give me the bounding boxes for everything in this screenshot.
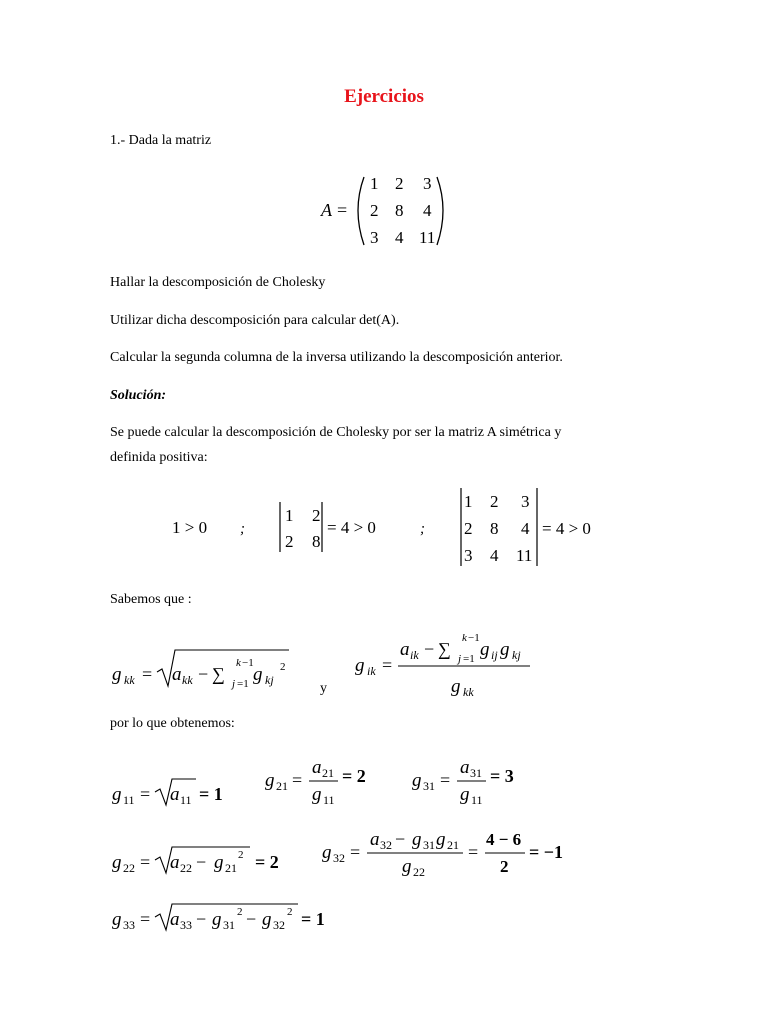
matrix-cell: 1: [370, 174, 379, 193]
svg-text:a: a: [170, 909, 180, 930]
minor-2-cell: 2: [285, 532, 294, 551]
matrix-cell: 4: [423, 201, 432, 220]
solution-heading: Solución:: [110, 388, 167, 403]
svg-text:a: a: [400, 639, 410, 660]
svg-text:31: 31: [423, 838, 435, 852]
svg-text:g: g: [214, 852, 224, 873]
g21-value: = 2: [342, 766, 366, 786]
svg-text:a: a: [170, 784, 180, 805]
svg-text:ij: ij: [491, 648, 498, 662]
svg-text:a: a: [170, 852, 180, 873]
matrix-cell: 4: [395, 228, 404, 247]
minor-3-cell: 2: [464, 519, 473, 538]
minor-2-result: = 4 > 0: [327, 518, 376, 537]
svg-text:=: =: [468, 842, 479, 862]
minor-2-cell: 8: [312, 532, 321, 551]
svg-text:∑: ∑: [212, 664, 225, 684]
svg-text:=: =: [140, 909, 151, 929]
svg-text:j: j: [232, 678, 236, 690]
svg-text:j: j: [458, 653, 462, 665]
svg-text:g: g: [412, 770, 422, 791]
svg-text:21: 21: [225, 861, 237, 875]
svg-text:−: −: [246, 909, 257, 929]
g33-value: = 1: [301, 909, 325, 929]
g32-numerator: 4 − 6: [486, 830, 522, 849]
svg-text:2: 2: [238, 849, 244, 861]
svg-text:−1: −1: [242, 657, 254, 669]
svg-text:11: 11: [471, 793, 483, 807]
svg-text:g: g: [212, 909, 222, 930]
g32-value: = −1: [529, 842, 564, 862]
minor-3-result: = 4 > 0: [542, 519, 591, 538]
svg-text:21: 21: [322, 766, 334, 780]
principal-minors: [0, 482, 768, 572]
svg-text:g: g: [500, 639, 510, 660]
minor-3-cell: 2: [490, 492, 499, 511]
svg-text:11: 11: [180, 793, 192, 807]
svg-text:32: 32: [380, 838, 392, 852]
minor-3-cell: 8: [490, 519, 499, 538]
solution-text-line1: Se puede calcular la descomposición de Cholesky por ser la matriz A simétrica y: [110, 425, 562, 440]
svg-text:g: g: [312, 784, 322, 805]
minor-3-cell: 4: [521, 519, 530, 538]
matrix-a-equation: [0, 165, 768, 255]
matrix-cell: 2: [395, 174, 404, 193]
svg-text:−: −: [424, 639, 435, 659]
svg-text:33: 33: [180, 918, 192, 932]
minor-3-cell: 11: [516, 546, 533, 565]
svg-text:=: =: [382, 655, 393, 675]
svg-text:32: 32: [273, 918, 285, 932]
task-1: Hallar la descomposición de Cholesky: [110, 275, 326, 290]
svg-text:g: g: [112, 664, 122, 685]
svg-text:21: 21: [276, 779, 288, 793]
svg-text:g: g: [460, 784, 470, 805]
minor-3-cell: 4: [490, 546, 499, 565]
svg-text:g: g: [412, 829, 422, 850]
svg-text:=: =: [337, 200, 348, 220]
svg-text:=: =: [140, 784, 151, 804]
por-lo-que-obtenemos: por lo que obtenemos:: [110, 716, 235, 731]
matrix-cell: 11: [419, 228, 436, 247]
cholesky-formulas: [0, 620, 768, 700]
task-3: Calcular la segunda columna de la inversa utilizando la descomposición anterior.: [110, 350, 563, 365]
problem-intro: 1.- Dada la matriz: [110, 133, 212, 148]
svg-text:=1: =1: [463, 653, 475, 665]
svg-text:a: a: [370, 829, 380, 850]
svg-text:−: −: [196, 909, 207, 929]
minor-3-cell: 1: [464, 492, 473, 511]
svg-text:−: −: [395, 829, 406, 849]
svg-text:g: g: [112, 852, 122, 873]
svg-text:g: g: [112, 784, 122, 805]
g11-value: = 1: [199, 784, 223, 804]
svg-text:g: g: [112, 909, 122, 930]
svg-text:g: g: [265, 770, 275, 791]
svg-text:ik: ik: [367, 664, 376, 678]
page-title: Ejercicios: [344, 86, 424, 107]
svg-text:ik: ik: [410, 648, 419, 662]
svg-text:22: 22: [413, 865, 425, 879]
svg-text:g: g: [322, 842, 332, 863]
svg-text:g: g: [402, 856, 412, 877]
svg-text:=: =: [142, 664, 153, 684]
solution-text-line2: definida positiva:: [110, 450, 208, 465]
svg-text:kk: kk: [463, 685, 474, 699]
svg-text:31: 31: [470, 766, 482, 780]
svg-text:=: =: [440, 770, 451, 790]
svg-text:k: k: [462, 632, 467, 644]
svg-text:kk: kk: [182, 673, 193, 687]
svg-text:11: 11: [123, 793, 135, 807]
svg-text:kj: kj: [265, 673, 274, 687]
svg-text:g: g: [436, 829, 446, 850]
svg-text:2: 2: [280, 661, 286, 673]
g31-value: = 3: [490, 766, 514, 786]
svg-text:2: 2: [237, 906, 243, 918]
svg-text:g: g: [262, 909, 272, 930]
svg-text:31: 31: [423, 779, 435, 793]
svg-text:g: g: [253, 664, 263, 685]
svg-text:kk: kk: [124, 673, 135, 687]
svg-text:g: g: [355, 655, 365, 676]
svg-text:−: −: [196, 852, 207, 872]
matrix-a-name: A: [321, 200, 332, 220]
sabemos-que: Sabemos que :: [110, 592, 192, 607]
svg-text:32: 32: [333, 851, 345, 865]
svg-text:kj: kj: [512, 648, 521, 662]
svg-text:g: g: [480, 639, 490, 660]
minor-2-cell: 1: [285, 506, 294, 525]
svg-text:−1: −1: [468, 632, 480, 644]
minor-3-cell: 3: [521, 492, 530, 511]
svg-text:2: 2: [287, 906, 293, 918]
matrix-cell: 2: [370, 201, 379, 220]
minor-1: 1 > 0: [172, 518, 208, 537]
svg-text:=1: =1: [237, 678, 249, 690]
svg-text:a: a: [312, 757, 322, 778]
svg-text:22: 22: [123, 861, 135, 875]
separator: ;: [420, 521, 425, 537]
svg-text:=: =: [350, 842, 361, 862]
svg-text:−: −: [198, 664, 209, 684]
task-2: Utilizar dicha descomposición para calcular det(A).: [110, 313, 400, 328]
minor-3-cell: 3: [464, 546, 473, 565]
svg-text:a: a: [460, 757, 470, 778]
svg-text:31: 31: [223, 918, 235, 932]
separator: ;: [240, 521, 245, 537]
svg-text:33: 33: [123, 918, 135, 932]
g22-value: = 2: [255, 852, 279, 872]
svg-text:k: k: [236, 657, 241, 669]
svg-text:=: =: [140, 852, 151, 872]
svg-text:=: =: [292, 770, 303, 790]
conjunction-y: y: [320, 681, 327, 696]
svg-text:g: g: [451, 676, 461, 697]
matrix-cell: 3: [423, 174, 432, 193]
svg-text:21: 21: [447, 838, 459, 852]
matrix-cell: 8: [395, 201, 404, 220]
cholesky-results: [0, 750, 768, 950]
svg-text:∑: ∑: [438, 639, 451, 659]
matrix-cell: 3: [370, 228, 379, 247]
g32-denominator: 2: [500, 857, 509, 876]
svg-text:22: 22: [180, 861, 192, 875]
svg-text:11: 11: [323, 793, 335, 807]
minor-2-cell: 2: [312, 506, 321, 525]
svg-text:a: a: [172, 664, 182, 685]
